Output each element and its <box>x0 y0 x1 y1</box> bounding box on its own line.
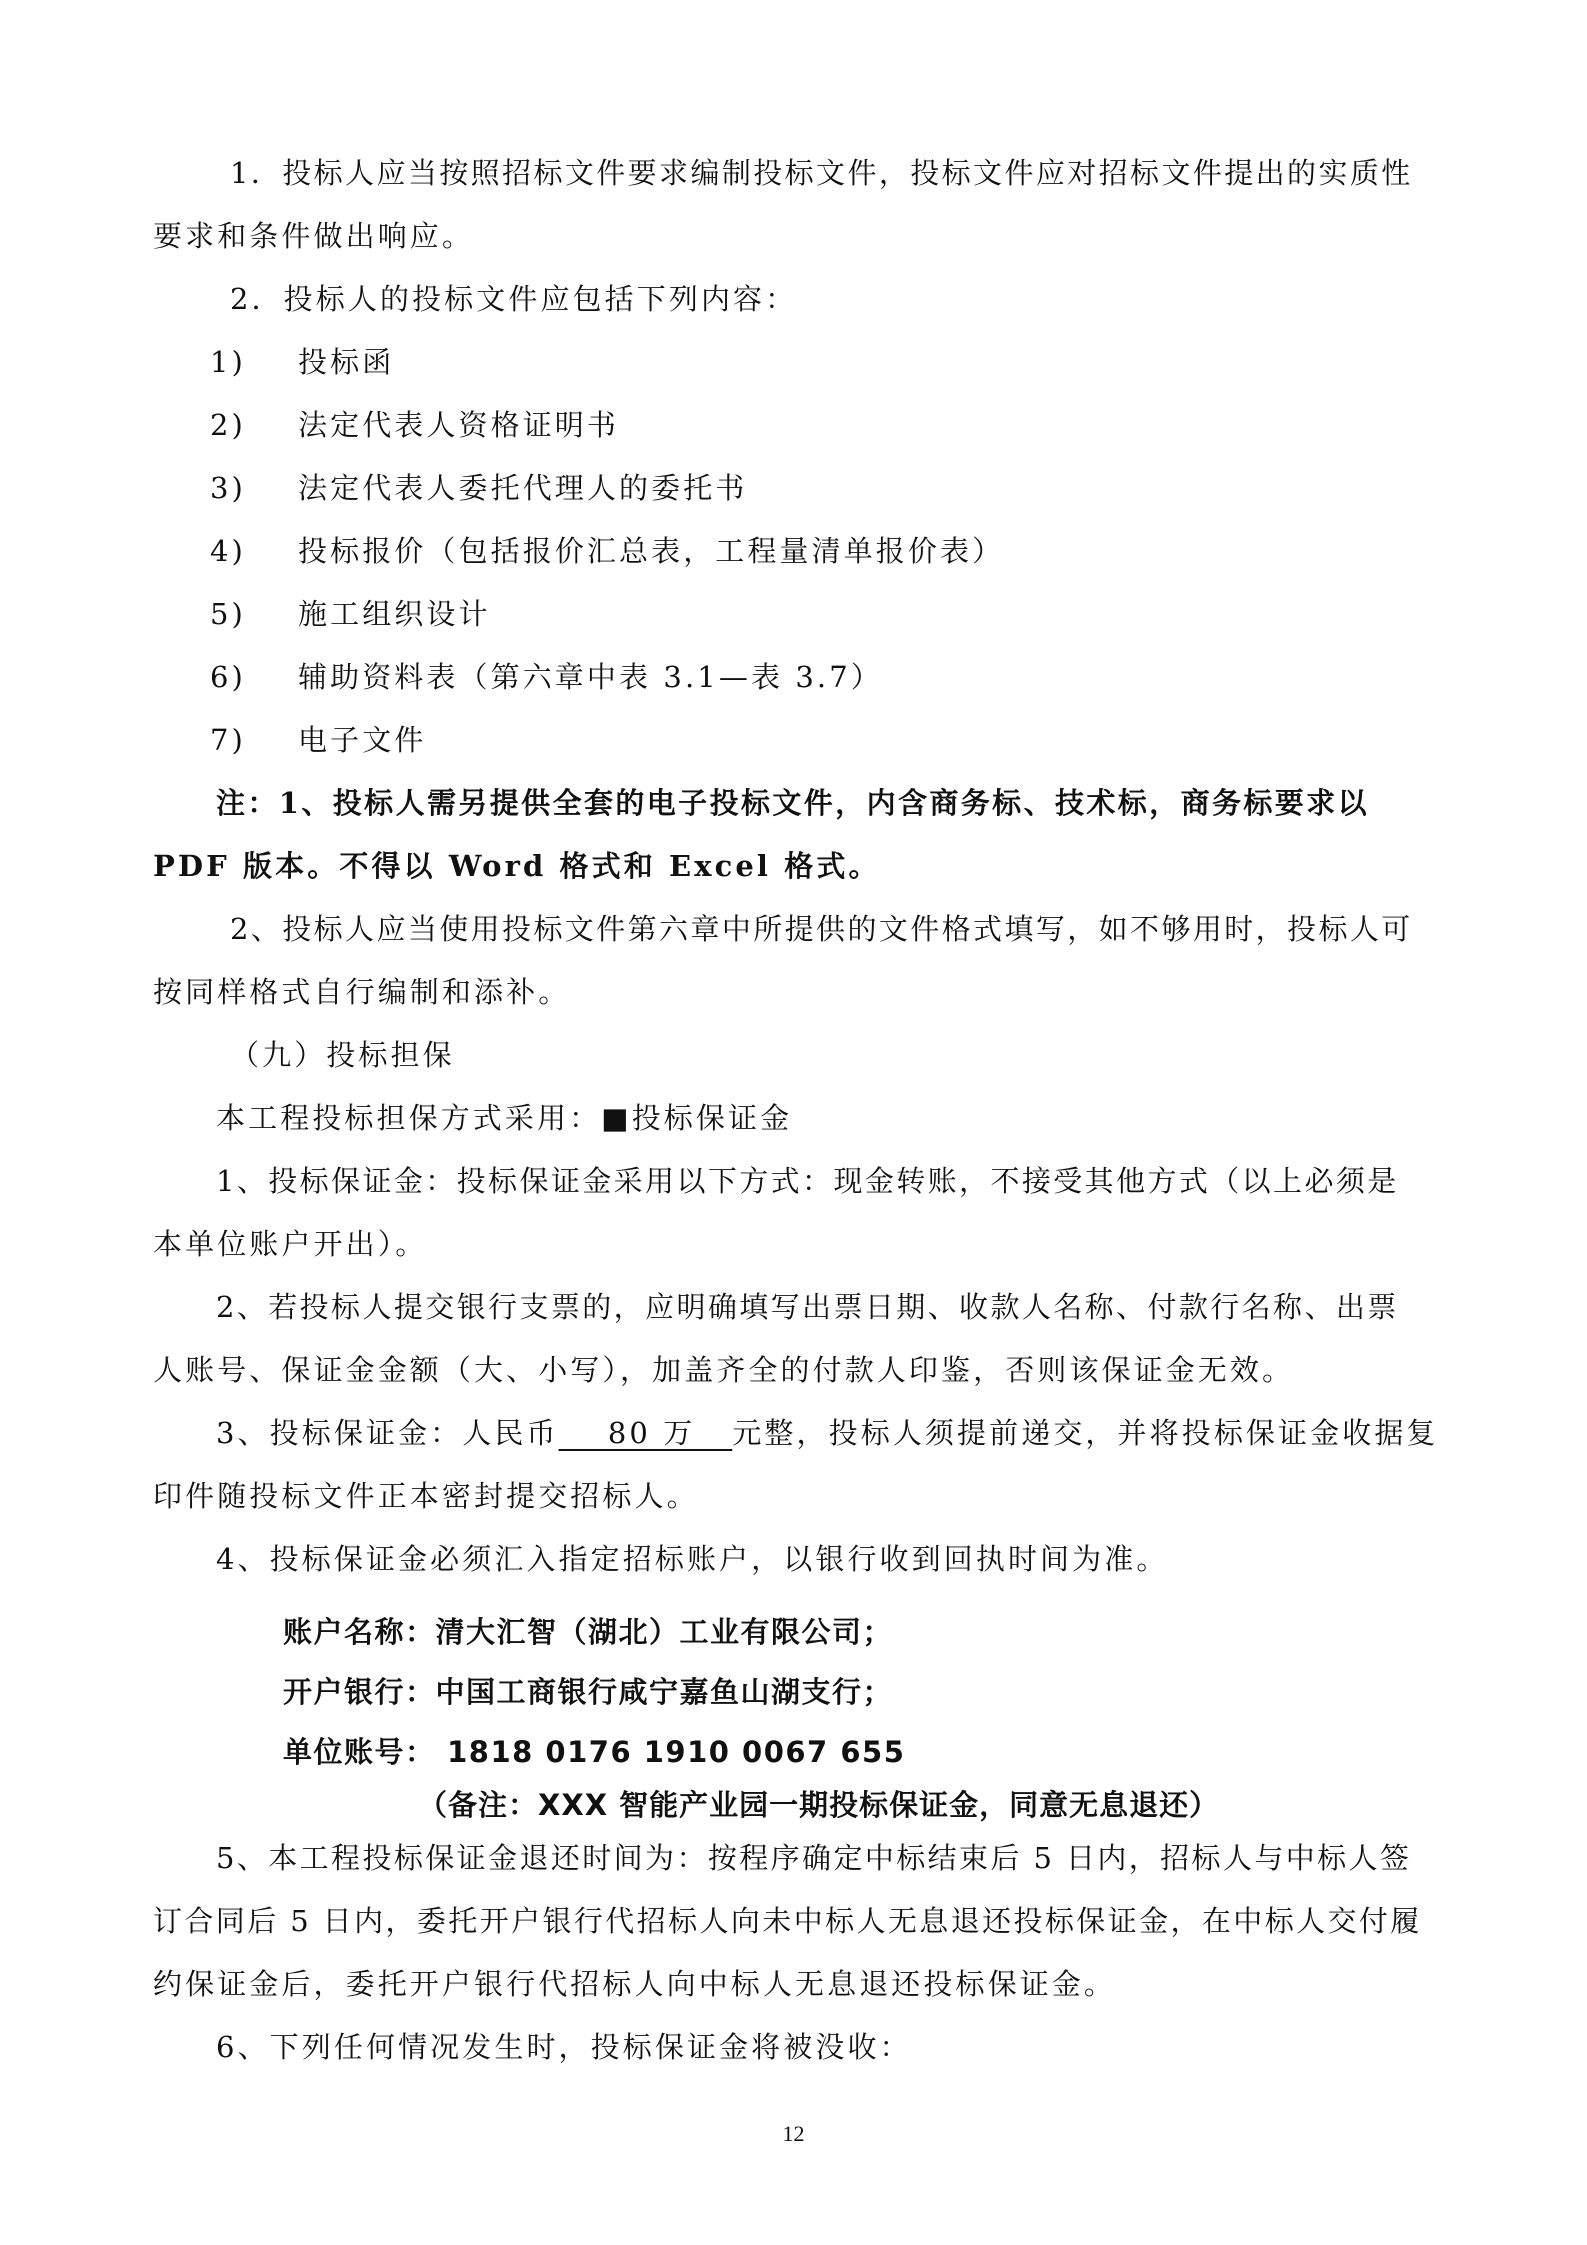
account-number: 单位账号： 1818 0176 1910 0067 655 <box>283 1735 906 1769</box>
guarantee-method-option: 投标保证金 <box>631 1101 793 1135</box>
account-remark: （备注：XXX 智能产业园一期投标保证金，同意无息退还） <box>418 1788 1220 1822</box>
item5-line3: 约保证金后，委托开户银行代招标人向中标人无息退还投标保证金。 <box>153 1967 1117 2001</box>
list-item <box>210 470 747 506</box>
para1-line2: 要求和条件做出响应。 <box>153 219 475 253</box>
list-item <box>210 407 619 443</box>
list-item <box>210 344 394 380</box>
item5-line1: 5、本工程投标保证金退还时间为：按程序确定中标结束后 5 日内，招标人与中标人签 <box>216 1841 1412 1875</box>
list-item <box>210 722 426 758</box>
item1-line2: 本单位账户开出）。 <box>153 1227 428 1261</box>
checkbox-checked-icon: ■ <box>601 1101 632 1135</box>
para1-line1: 1．投标人应当按照招标文件要求编制投标文件，投标文件应对招标文件提出的实质性 <box>230 156 1413 190</box>
list-item-text: 施工组织设计 <box>298 597 491 631</box>
item6: 6、下列任何情况发生时，投标保证金将被没收： <box>216 2030 912 2064</box>
page-number: 12 <box>782 2121 805 2146</box>
note2-line2: 按同样格式自行编制和添补。 <box>153 975 571 1009</box>
item3-suffix: 元整，投标人须提前递交，并将投标保证金收据复 <box>732 1416 1439 1450</box>
list-item-text: 法定代表人委托代理人的委托书 <box>298 471 748 505</box>
item3-prefix: 3、投标保证金：人民币 <box>216 1416 559 1450</box>
para2: 2．投标人的投标文件应包括下列内容： <box>230 282 798 316</box>
list-item-text: 法定代表人资格证明书 <box>298 408 620 442</box>
list-item <box>210 533 1004 569</box>
list-item-text: 投标函 <box>298 345 395 379</box>
list-item <box>210 596 491 632</box>
list-item-number: 3) <box>210 471 246 505</box>
note2-line1: 2、投标人应当使用投标文件第六章中所提供的文件格式填写，如不够用时，投标人可 <box>230 912 1413 946</box>
item3-line1 <box>216 1415 1439 1451</box>
list-item-number: 7) <box>210 723 246 757</box>
note1-line2: PDF 版本。不得以 Word 格式和 Excel 格式。 <box>153 849 881 883</box>
list-item-text: 投标报价（包括报价汇总表，工程量清单报价表） <box>298 534 1005 568</box>
list-item <box>210 659 883 695</box>
list-item-text: 辅助资料表（第六章中表 3.1—表 3.7） <box>298 660 883 694</box>
item4: 4、投标保证金必须汇入指定招标账户，以银行收到回执时间为准。 <box>216 1542 1169 1576</box>
item3-line2: 印件随投标文件正本密封提交招标人。 <box>153 1479 699 1513</box>
list-item-number: 6) <box>210 660 246 694</box>
item1-line1: 1、投标保证金：投标保证金采用以下方式：现金转账，不接受其他方式（以上必须是 <box>216 1164 1399 1198</box>
deposit-amount: 80 万 <box>558 1416 733 1450</box>
list-item-number: 4) <box>210 534 246 568</box>
list-item-number: 1) <box>210 345 246 379</box>
item2-line2: 人账号、保证金金额（大、小写），加盖齐全的付款人印鉴，否则该保证金无效。 <box>153 1353 1295 1387</box>
account-name: 账户名称：清大汇智（湖北）工业有限公司； <box>283 1615 894 1649</box>
item5-line2: 订合同后 5 日内，委托开户银行代招标人向未中标人无息退还投标保证金，在中标人交付履 <box>153 1904 1422 1938</box>
guarantee-method <box>216 1100 792 1136</box>
list-item-number: 2) <box>210 408 246 442</box>
item2-line1: 2、若投标人提交银行支票的，应明确填写出票日期、收款人名称、付款行名称、出票 <box>216 1290 1399 1324</box>
guarantee-method-prefix: 本工程投标担保方式采用： <box>216 1101 602 1135</box>
list-item-text: 电子文件 <box>298 723 427 757</box>
list-item-number: 5) <box>210 597 246 631</box>
section9-title: （九）投标担保 <box>230 1038 455 1072</box>
account-bank: 开户银行：中国工商银行咸宁嘉鱼山湖支行； <box>283 1675 894 1709</box>
note1-line1: 注：1、投标人需另提供全套的电子投标文件，内含商务标、技术标，商务标要求以 <box>216 786 1369 820</box>
